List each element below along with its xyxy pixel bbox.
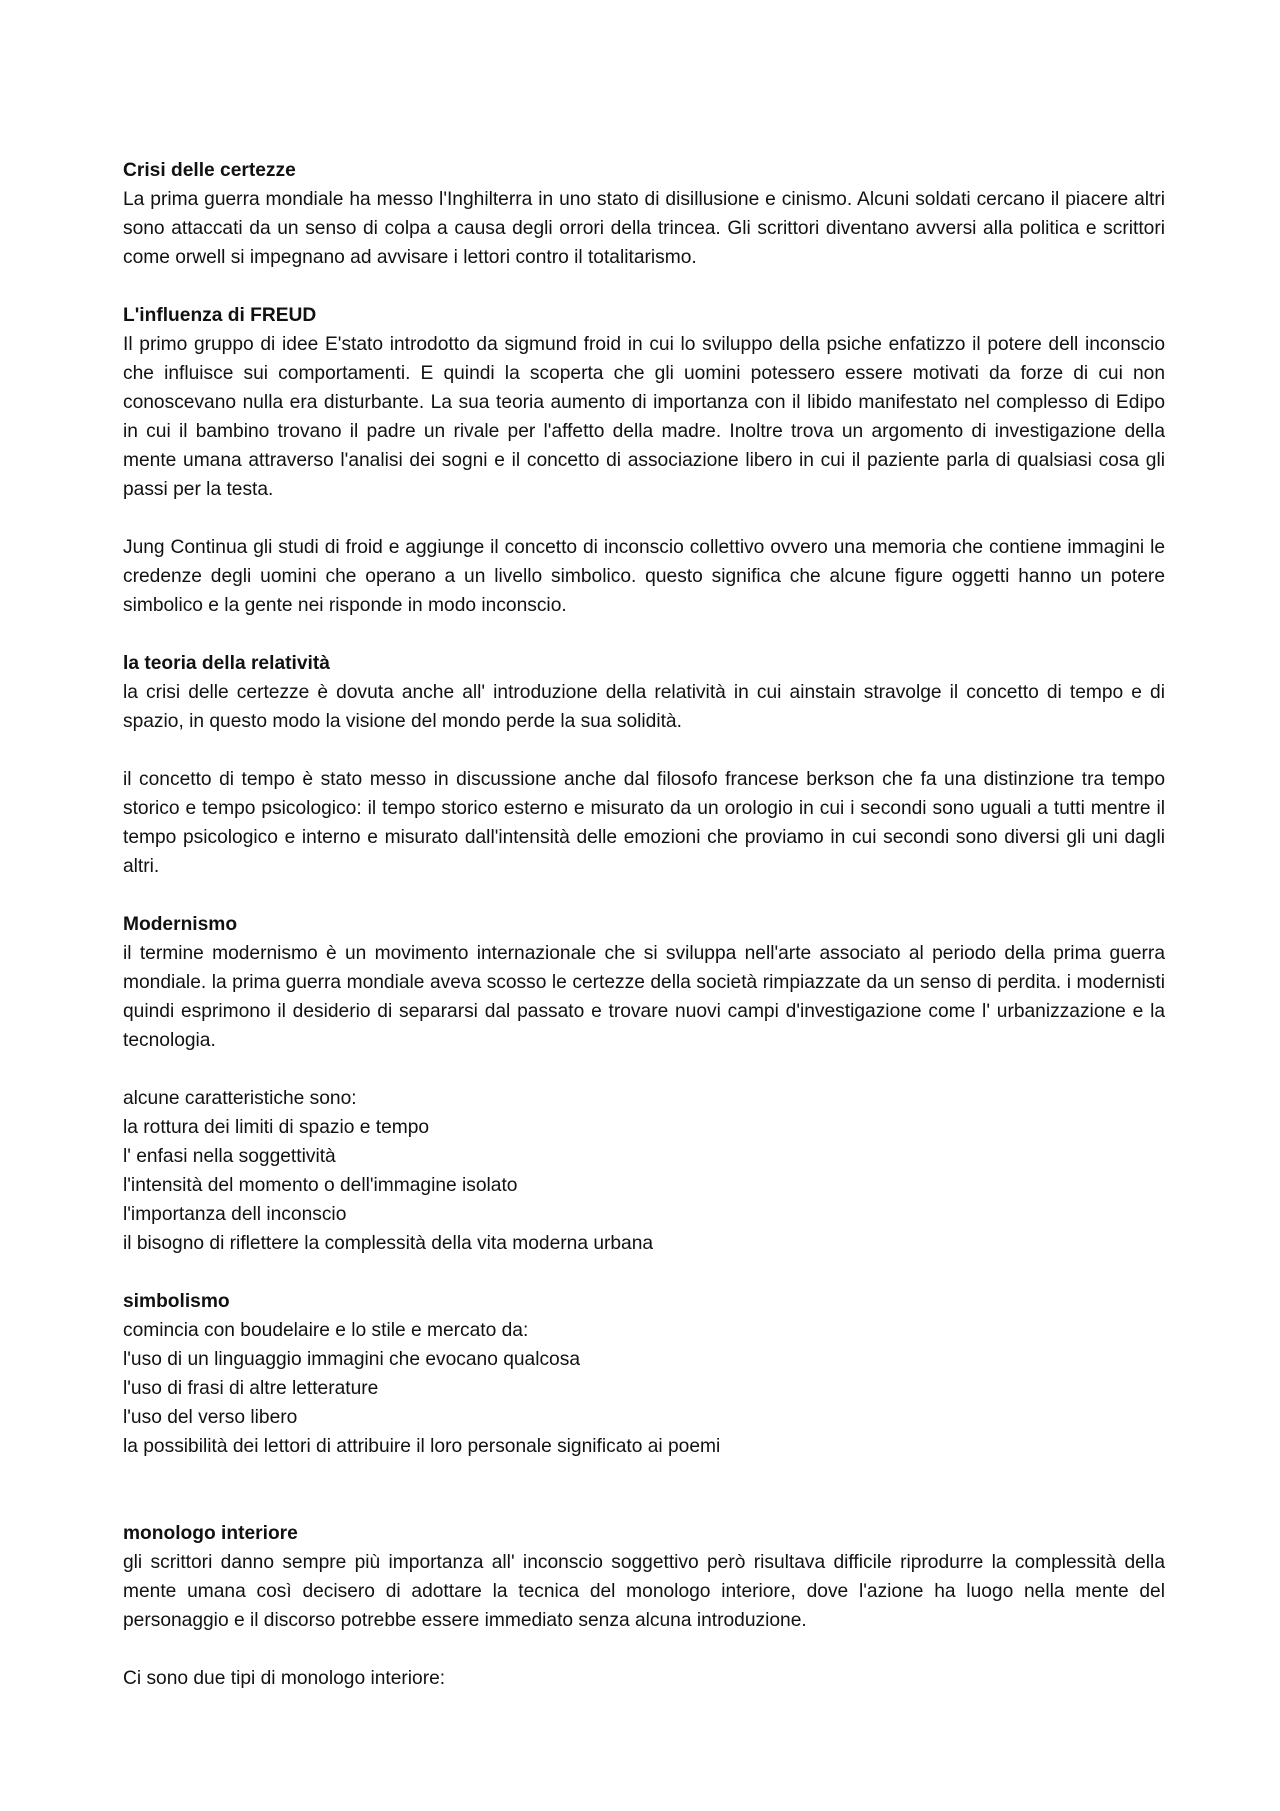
- spacer: [123, 736, 1165, 765]
- list-item: l'uso del verso libero: [123, 1407, 298, 1428]
- section-heading-simbolismo: simbolismo: [123, 1291, 230, 1312]
- list-item: l' enfasi nella soggettività: [123, 1146, 336, 1167]
- list-item: la possibilità dei lettori di attribuire il loro personale significato ai poemi: [123, 1436, 721, 1457]
- spacer: [123, 620, 1165, 649]
- list-item: l'uso di frasi di altre letterature: [123, 1378, 379, 1399]
- section-heading-freud: L'influenza di FREUD: [123, 305, 317, 326]
- section-heading-relativita: la teoria della relatività: [123, 653, 330, 674]
- paragraph-relativita-2: il concetto di tempo è stato messo in discussione anche dal filosofo francese berkson che fa una distinzione tra tempo storico e tempo psicologico: il tempo storico esterno e misurato da un orologio in cui i secondi sono uguali a tutti mentre il tempo psicologico e interno e misurato dall'intensità delle emozioni che proviamo in cui secondi sono diversi gli uni dagli altri.: [123, 769, 1165, 877]
- list-item: il bisogno di riflettere la complessità della vita moderna urbana: [123, 1233, 654, 1254]
- spacer: [123, 1258, 1165, 1287]
- section-heading-monologo: monologo interiore: [123, 1523, 298, 1544]
- paragraph-relativita-1: la crisi delle certezze è dovuta anche all' introduzione della relatività in cui ainstain stravolge il concetto di tempo e di spazio, in questo modo la visione del mondo perde la sua solidità.: [123, 682, 1165, 732]
- paragraph-monologo-2: Ci sono due tipi di monologo interiore:: [123, 1668, 446, 1689]
- document-body: [123, 156, 1165, 1693]
- spacer: [123, 881, 1165, 910]
- section-heading-modernismo: Modernismo: [123, 914, 238, 935]
- section-heading-crisi: Crisi delle certezze: [123, 160, 296, 181]
- paragraph-modernismo-1: il termine modernismo è un movimento internazionale che si sviluppa nell'arte associato al periodo della prima guerra mondiale. la prima guerra mondiale aveva scosso le certezze della società rimpiazzate da un senso di perdita. i modernisti quindi esprimono il desiderio di separarsi dal passato e trovare nuovi campi d'investigazione come l' urbanizzazione e la tecnologia.: [123, 943, 1165, 1051]
- spacer: [123, 1461, 1165, 1519]
- list-intro-simbolismo: comincia con boudelaire e lo stile e mercato da:: [123, 1320, 529, 1341]
- spacer: [123, 272, 1165, 301]
- list-item: l'importanza dell inconscio: [123, 1204, 347, 1225]
- list-item: l'intensità del momento o dell'immagine isolato: [123, 1175, 518, 1196]
- paragraph-freud-1: Il primo gruppo di idee E'stato introdotto da sigmund froid in cui lo sviluppo della psiche enfatizzo il potere dell inconscio che influisce sui comportamenti. E quindi la scoperta che gli uomini potessero essere motivati da forze di cui non conoscevano nulla era disturbante. La sua teoria aumento di importanza con il libido manifestato nel complesso di Edipo in cui il bambino trovano il padre un rivale per l'affetto della madre. Inoltre trova un argomento di investigazione della mente umana attraverso l'analisi dei sogni e il concetto di associazione libero in cui il paziente parla di qualsiasi cosa gli passi per la testa.: [123, 334, 1165, 500]
- list-item: la rottura dei limiti di spazio e tempo: [123, 1117, 430, 1138]
- spacer: [123, 1635, 1165, 1664]
- paragraph-crisi-1: La prima guerra mondiale ha messo l'Inghilterra in uno stato di disillusione e cinismo. Alcuni soldati cercano il piacere altri sono attaccati da un senso di colpa a causa degli orrori della trincea. Gli scrittori diventano avversi alla politica e scrittori come orwell si impegnano ad avvisare i lettori contro il totalitarismo.: [123, 189, 1165, 268]
- paragraph-monologo-1: gli scrittori danno sempre più importanza all' inconscio soggettivo però risultava difficile riprodurre la complessità della mente umana così decisero di adottare la tecnica del monologo interiore, dove l'azione ha luogo nella mente del personaggio e il discorso potrebbe essere immediato senza alcuna introduzione.: [123, 1552, 1165, 1631]
- spacer: [123, 1055, 1165, 1084]
- paragraph-freud-2: Jung Continua gli studi di froid e aggiunge il concetto di inconscio collettivo ovvero una memoria che contiene immagini le credenze degli uomini che operano a un livello simbolico. questo significa che alcune figure oggetti hanno un potere simbolico e la gente nei risponde in modo inconscio.: [123, 537, 1165, 616]
- list-item: l'uso di un linguaggio immagini che evocano qualcosa: [123, 1349, 580, 1370]
- list-intro-modernismo: alcune caratteristiche sono:: [123, 1088, 357, 1109]
- spacer: [123, 504, 1165, 533]
